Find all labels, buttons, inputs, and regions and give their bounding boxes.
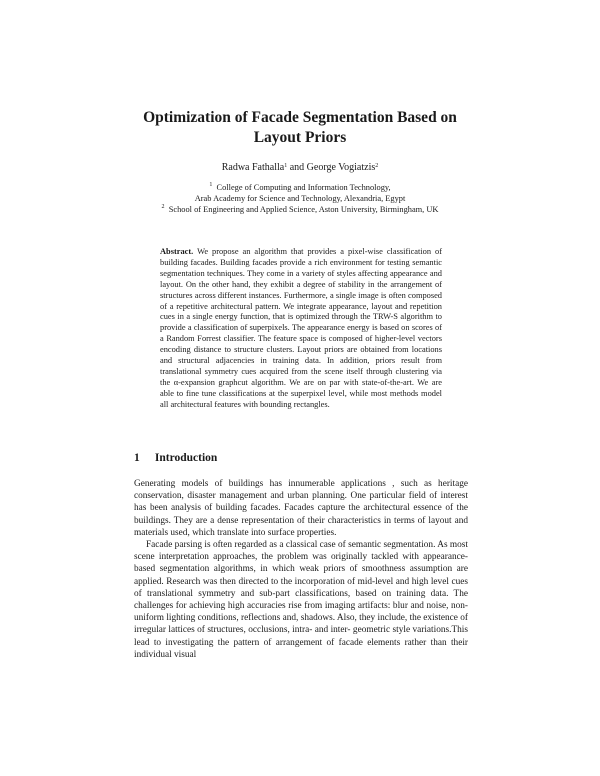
affiliation-1-line-1 (60, 182, 540, 193)
paragraph: Facade parsing is often regarded as a classical case of semantic segmentation. As most scene interpretation approaches, the problem was originally tackled with appearance-based segmentation algorithms, in which weak priors of smoothness assumption are applied. Research was then directed to the incorporation of mid-level and high level cues of translational symmetry and sub-part classifications, based on training data. The challenges for achieving high accuracies rise from imaging artifacts: blur and noise, non-uniform lighting conditions, reflections and, shadows. Also, they include, the existence of irregular lattices of structures, occlusions, intra- and inter- geometric style variations.This lead to investigating the pattern of arrangement of facade elements rather than their individual visual (134, 540, 468, 660)
affiliation-marker: 1 (209, 182, 213, 188)
author-name: George Vogiatzis (306, 162, 376, 173)
section-heading (134, 451, 474, 465)
section-title: Introduction (154, 452, 218, 464)
paper-title (100, 108, 500, 148)
affiliation-marker: 2 (161, 204, 165, 210)
abstract (160, 247, 442, 411)
author-name: Radwa Fathalla (221, 162, 285, 173)
affiliation-text: College of Computing and Information Technology, (216, 183, 391, 192)
affiliation-1-line-2: Arab Academy for Science and Technology, Alexandria, Egypt (194, 194, 406, 203)
abstract-text: We propose an algorithm that provides a pixel-wise classification of building facades. Building facades provide a rich environment for testing semantic segmentation techniques. They come in a variety of styles affecting appearance and layout. On the other hand, they exhibit a degree of stability in the arrangement of structures across different instances. Furthermore, a single image is often composed of a repetitive architectural pattern. We integrate appearance, layout and repetition cues in a single energy function, that is optimized through the TRW-S algorithm to provide a classification of superpixels. The appearance energy is based on scores of a Random Forrest classifier. The feature space is composed of higher-level vectors encoding distance to structure clusters. Layout priors are obtained from locations and structural adjacencies in training data. In addition, priors result from translational symmetry cues acquired from the scene itself through clustering via the α-expansion graphcut algorithm. We are on par with state-of-the-art. We are able to fine tune classifications at the superpixel level, while most methods model all architectural features with bounding rectangles. (160, 247, 442, 409)
affiliation-text: School of Engineering and Applied Science, Aston University, Birmingham, UK (168, 205, 439, 214)
paragraph: Generating models of buildings has innumerable applications , such as heritage conservation, disaster management and urban planning. One particular field of interest has been analysis of building facades. Facades capture the architectural essence of the buildings. They are a dense representation of their characteristics in terms of layout and materials used, which translate into surface properties. (134, 479, 468, 538)
body-text (134, 478, 468, 661)
title-line-1: Optimization of Facade Segmentation Based on (143, 109, 457, 126)
section-number: 1 (134, 452, 140, 464)
author-conjunction: and (287, 162, 307, 173)
title-line-2: Layout Priors (253, 129, 347, 146)
author-affil-marker: 1 (284, 163, 288, 169)
author-affil-marker: 2 (375, 163, 379, 169)
author-list (100, 162, 500, 174)
affiliations (60, 182, 540, 215)
affiliation-2 (60, 204, 540, 215)
abstract-label: Abstract. (160, 247, 194, 256)
